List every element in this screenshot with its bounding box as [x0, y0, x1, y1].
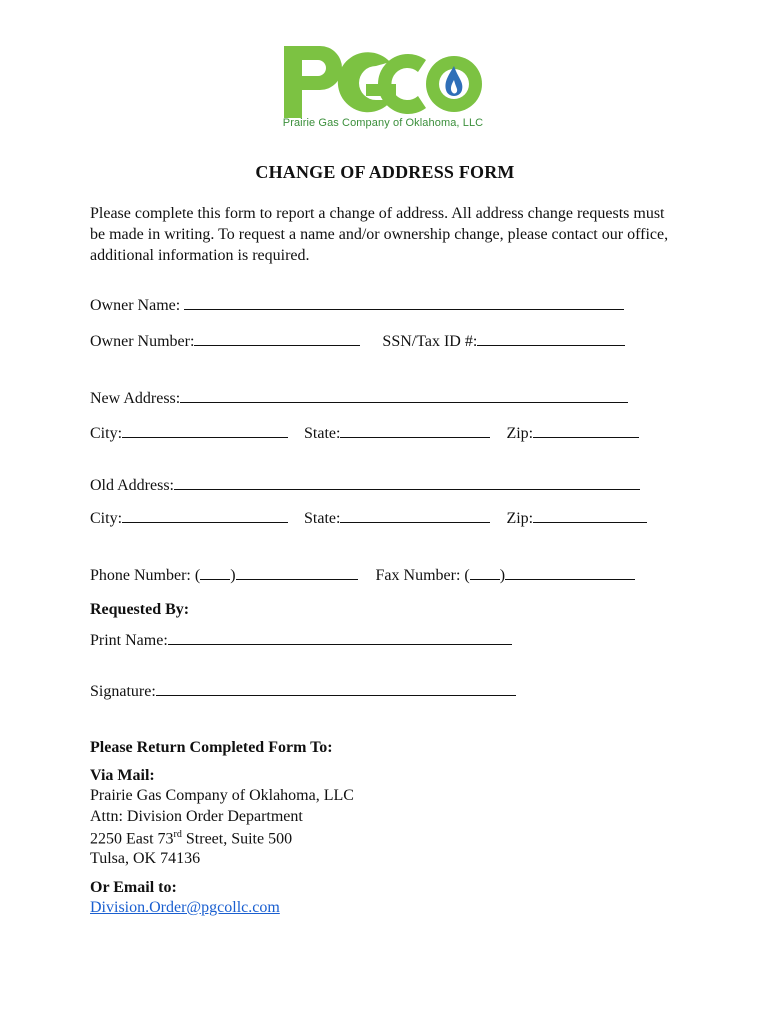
new-address-label: New Address: [90, 390, 181, 407]
fax-paren-close: ) [499, 567, 506, 584]
ssn-label: SSN/Tax ID #: [382, 333, 478, 350]
owner-name-label: Owner Name: [90, 297, 185, 314]
new-address-field[interactable] [180, 388, 628, 403]
old-city-field[interactable] [122, 508, 288, 523]
ssn-field[interactable] [477, 331, 625, 346]
street-ordinal: rd [173, 829, 182, 840]
new-city-row [90, 423, 639, 443]
owner-name-row [90, 295, 624, 315]
form-title: CHANGE OF ADDRESS FORM [255, 162, 515, 182]
mail-city: Tulsa, OK 74136 [90, 850, 201, 867]
phone-fax-row [90, 565, 635, 585]
new-zip-label: Zip: [506, 425, 534, 442]
mail-attn: Attn: Division Order Department [90, 808, 303, 825]
logo-caption: Prairie Gas Company of Oklahoma, LLC [282, 117, 484, 129]
print-name-field[interactable] [168, 630, 512, 645]
intro-paragraph: Please complete this form to report a change of address. All address change requests must be made in writing. To request a name and/or ownership change, please contact our office, additional information is required. [90, 205, 669, 264]
signature-field[interactable] [156, 681, 516, 696]
new-city-label: City: [90, 425, 123, 442]
new-city-field[interactable] [122, 423, 288, 438]
street-suffix: Street, Suite 500 [181, 830, 293, 848]
old-zip-label: Zip: [506, 510, 534, 527]
fax-area-code-field[interactable] [470, 565, 500, 580]
new-zip-field[interactable] [533, 423, 639, 438]
via-mail-heading: Via Mail: [90, 767, 155, 784]
old-city-label: City: [90, 510, 123, 527]
old-address-label: Old Address: [90, 477, 174, 494]
return-heading: Please Return Completed Form To: [90, 739, 333, 756]
phone-area-code-field[interactable] [200, 565, 230, 580]
fax-number-field[interactable] [505, 565, 635, 580]
new-state-field[interactable] [340, 423, 490, 438]
owner-number-label: Owner Number: [90, 333, 195, 350]
old-state-label: State: [304, 510, 341, 527]
new-address-row [90, 388, 628, 408]
signature-label: Signature: [90, 683, 156, 700]
street-prefix: 2250 East 73 [90, 830, 174, 848]
email-link[interactable]: Division.Order@pgcollc.com [90, 899, 280, 916]
phone-number-field[interactable] [236, 565, 358, 580]
logo-letter-p [284, 46, 342, 118]
or-email-heading: Or Email to: [90, 879, 177, 896]
owner-name-field[interactable] [184, 295, 624, 310]
mail-street [90, 829, 292, 848]
print-name-label: Print Name: [90, 632, 168, 649]
signature-row [90, 681, 516, 701]
phone-paren-close: ) [230, 567, 236, 584]
old-state-field[interactable] [340, 508, 490, 523]
owner-number-row [90, 331, 625, 351]
phone-label: Phone Number: ( [90, 567, 201, 584]
new-state-label: State: [304, 425, 341, 442]
print-name-row [90, 630, 512, 650]
old-city-row [90, 508, 647, 528]
requested-by-heading: Requested By: [90, 601, 190, 618]
old-address-row [90, 475, 640, 495]
owner-number-field[interactable] [194, 331, 360, 346]
old-address-field[interactable] [174, 475, 640, 490]
fax-label: Fax Number: ( [375, 567, 470, 584]
old-zip-field[interactable] [533, 508, 647, 523]
mail-company: Prairie Gas Company of Oklahoma, LLC [90, 787, 354, 804]
